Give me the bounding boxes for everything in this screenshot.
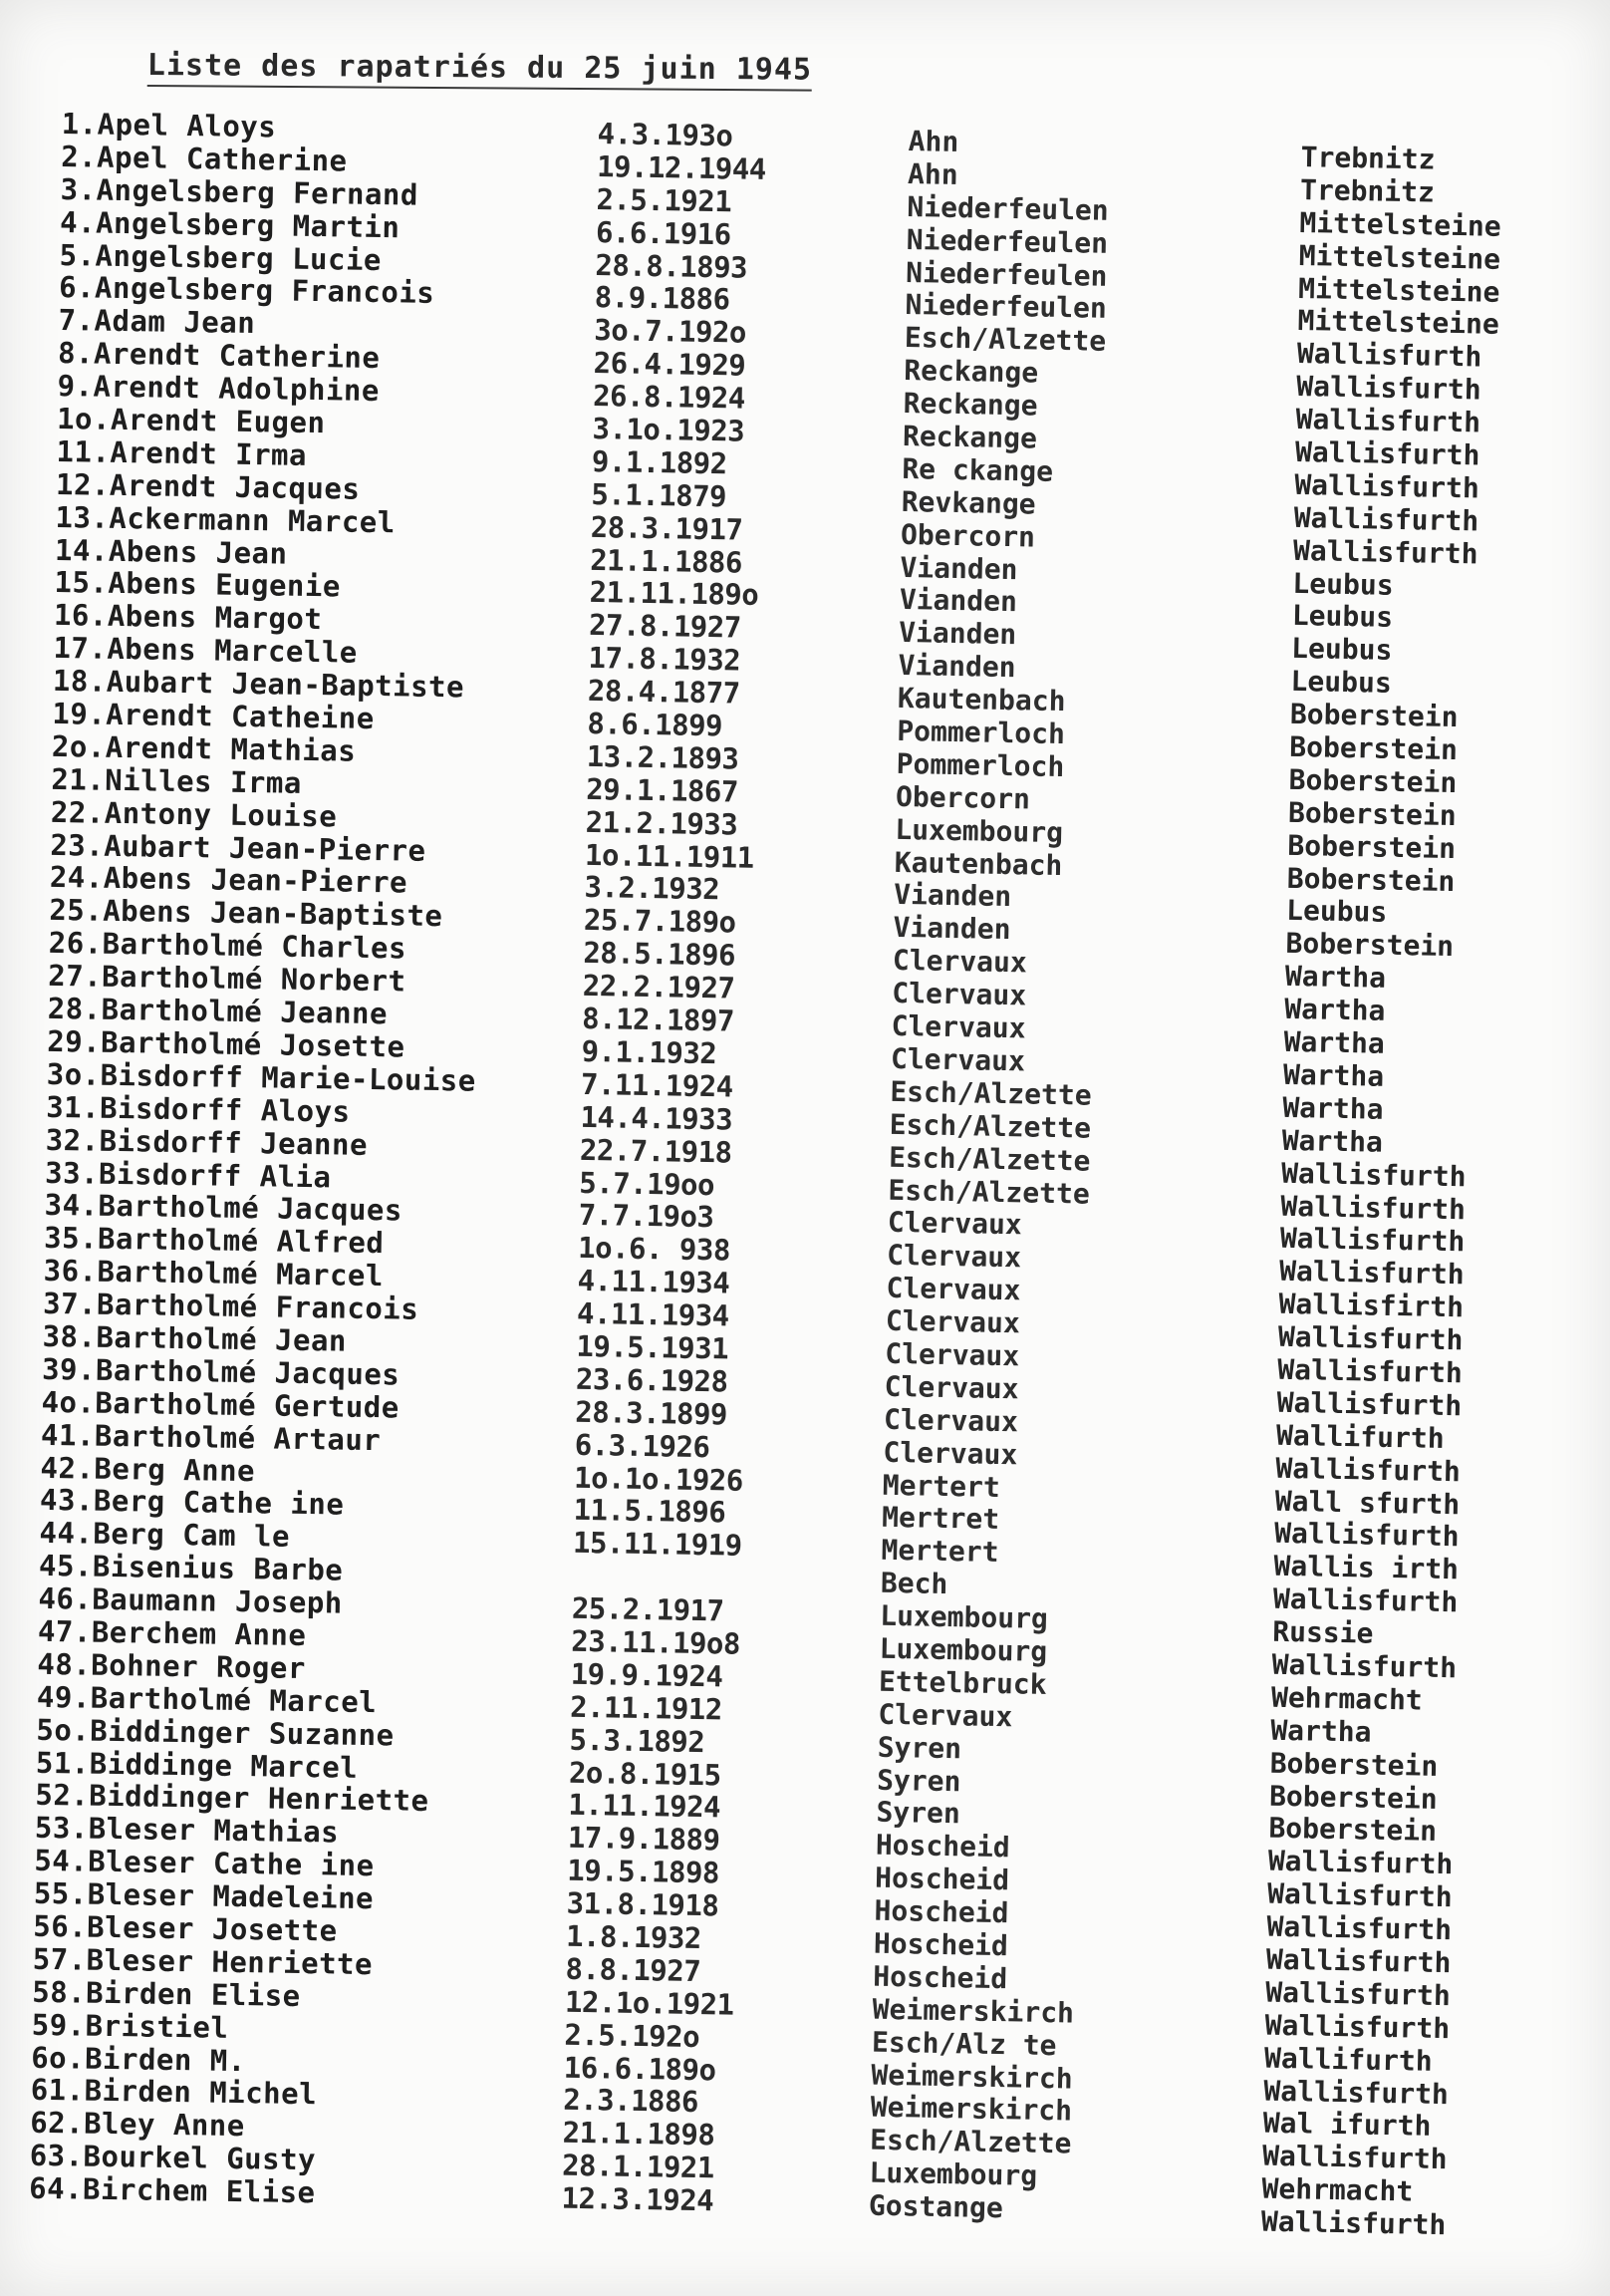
entry-camp: Wallisfurth	[1263, 2074, 1450, 2111]
entry-place: Reckange	[902, 419, 1038, 455]
entry-name: 18.Aubart Jean-Baptiste	[52, 664, 465, 705]
entry-camp: Wallisfurth	[1272, 1581, 1459, 1619]
entry-place: Re ckange	[902, 451, 1054, 488]
entry-place: Luxembourg	[869, 2155, 1038, 2193]
entry-camp: Mittelsteine	[1298, 238, 1501, 276]
entry-camp: Wallisfurth	[1280, 1189, 1467, 1226]
entry-name: 44.Berg Cam le	[39, 1516, 291, 1555]
entry-name: 21.Nilles Irma	[51, 761, 303, 800]
entry-place: Hoscheid	[873, 1926, 1009, 1963]
entry-camp: Wartha	[1282, 1057, 1385, 1093]
entry-birth-date: 19.9.1924	[570, 1656, 723, 1694]
entry-birth-date: 1o.11.1911	[584, 837, 754, 875]
entry-birth-date: 17.9.1889	[567, 1821, 720, 1858]
entry-place: Clervaux	[886, 1271, 1021, 1307]
entry-birth-date: 12.3.1924	[561, 2180, 714, 2218]
entry-camp: Boberstein	[1289, 729, 1459, 767]
entry-place: Esch/Alzette	[904, 321, 1107, 359]
entry-camp: Wallisfurth	[1280, 1156, 1467, 1193]
entry-camp: Wallis irth	[1273, 1550, 1460, 1586]
entry-camp: Wehrmacht	[1270, 1680, 1424, 1717]
entry-birth-date: 4.11.1934	[576, 1295, 729, 1333]
entry-birth-date: 12.1o.1921	[564, 1984, 734, 2022]
entry-name: 34.Bartholmé Jacques	[44, 1188, 403, 1228]
entry-camp: Mittelsteine	[1299, 205, 1502, 243]
entry-place: Vianden	[898, 616, 1017, 652]
entry-place: Reckange	[903, 354, 1039, 390]
entry-camp: Wallisfurth	[1295, 370, 1482, 407]
entry-birth-date: 28.3.1899	[575, 1394, 728, 1432]
entry-place: Clervaux	[883, 1402, 1019, 1439]
entry-name: 16.Abens Margot	[53, 598, 323, 637]
entry-camp: Mittelsteine	[1297, 271, 1500, 309]
places-column	[869, 126, 1111, 2226]
entry-name: 62.Bley Anne	[29, 2106, 245, 2144]
entry-camp: Boberstein	[1288, 762, 1458, 800]
entry-name: 52.Biddinger Henriette	[35, 1778, 429, 1819]
entry-place: Clervaux	[883, 1435, 1018, 1471]
entry-name: 2o.Arendt Mathias	[51, 728, 357, 768]
entry-name: 23.Aubart Jean-Pierre	[50, 827, 426, 868]
entry-camp: Wallifurth	[1263, 2041, 1433, 2078]
entry-camp: Wallisfurth	[1266, 1876, 1453, 1914]
entry-name: 57.Bleser Henriette	[32, 1941, 374, 1982]
entry-birth-date: 2o.8.1915	[568, 1755, 721, 1792]
entry-name: 51.Biddinge Marcel	[35, 1745, 359, 1785]
entry-place: Mertert	[881, 1534, 999, 1570]
entry-birth-date: 28.4.1877	[587, 674, 740, 711]
entry-name: 36.Bartholmé Marcel	[43, 1254, 385, 1293]
entry-place: Vianden	[898, 649, 1016, 685]
entry-place: Vianden	[899, 583, 1018, 619]
entry-birth-date: 4.3.193o	[597, 117, 733, 153]
entry-name: 41.Bartholmé Artaur	[40, 1417, 382, 1457]
entry-birth-date: 1.8.1932	[565, 1918, 702, 1956]
entry-place: Ettelbruck	[878, 1664, 1047, 1701]
entry-camp: Wal ifurth	[1262, 2107, 1432, 2144]
entry-camp: Boberstein	[1268, 1812, 1438, 1849]
entry-camp: Wallisfurth	[1276, 1385, 1463, 1423]
entry-name: 43.Berg Cathe ine	[39, 1483, 345, 1523]
entry-name: 42.Berg Anne	[40, 1450, 256, 1488]
entry-place: Esch/Alzette	[888, 1173, 1091, 1211]
entry-camp: Leubus	[1292, 566, 1394, 602]
entry-camp: Boberstein	[1289, 698, 1459, 734]
entry-birth-date: 28.5.1896	[583, 936, 736, 973]
entry-place: Syren	[876, 1763, 961, 1798]
entry-camp: Leubus	[1290, 665, 1393, 701]
entry-place: Clervaux	[884, 1369, 1019, 1406]
entry-name: 64.Birchem Elise	[28, 2170, 316, 2210]
entry-name: 13.Ackermann Marcel	[55, 499, 397, 539]
entry-name: 5o.Biddinger Suzanne	[36, 1712, 395, 1753]
entry-camp: Wartha	[1283, 1024, 1386, 1060]
entry-camp: Mittelsteine	[1297, 304, 1500, 342]
entry-birth-date: 23.11.19o8	[571, 1623, 741, 1661]
entry-camp: Boberstein	[1286, 861, 1456, 898]
entry-place: Esch/Alzette	[889, 1107, 1092, 1145]
entry-camp: Leubus	[1291, 599, 1394, 635]
entry-camp: Boberstein	[1287, 795, 1457, 832]
entry-place: Obercorn	[895, 779, 1031, 816]
entry-place: Kautenbach	[897, 682, 1066, 718]
entry-birth-date: 19.5.1931	[576, 1328, 729, 1366]
entry-place: Mertert	[882, 1468, 1001, 1504]
entry-name: 11.Arendt Irma	[56, 433, 308, 472]
entry-camp: Boberstein	[1287, 828, 1457, 865]
entry-birth-date: 21.1.1898	[562, 2116, 715, 2152]
entry-camp: Wallisfurth	[1294, 467, 1480, 505]
entry-birth-date: 8.12.1897	[581, 1001, 735, 1038]
entry-place: Ahn	[907, 156, 958, 191]
entry-birth-date: 21.2.1933	[585, 804, 738, 842]
entry-place: Mertret	[881, 1501, 1000, 1537]
entry-name: 8.Arendt Catherine	[57, 336, 381, 376]
entry-camp: Wartha	[1283, 992, 1386, 1027]
entry-place: Weimerskirch	[871, 2058, 1074, 2096]
entry-place: Syren	[876, 1796, 961, 1831]
entry-name: 9.Arendt Adolphine	[57, 369, 381, 409]
entry-birth-date: 22.7.1918	[579, 1132, 732, 1170]
entry-place: Clervaux	[887, 1206, 1023, 1242]
entry-birth-date	[572, 1560, 741, 1595]
entry-place: Clervaux	[892, 944, 1028, 980]
entry-birth-date: 21.11.189o	[589, 575, 759, 613]
entry-place: Syren	[877, 1730, 962, 1765]
entry-name: 54.Bleser Cathe ine	[34, 1843, 375, 1883]
entry-name: 4.Angelsberg Martin	[59, 204, 401, 245]
entry-birth-date: 27.8.1927	[588, 608, 742, 645]
entry-birth-date: 5.1.1879	[591, 476, 727, 514]
entry-camp: Wallisfurth	[1265, 1975, 1452, 2013]
entry-name: 49.Bartholmé Marcel	[36, 1679, 378, 1719]
entry-place: Pommerloch	[897, 714, 1066, 751]
entry-camp: Wallifurth	[1275, 1418, 1445, 1455]
entry-name: 55.Bleser Madeleine	[33, 1875, 375, 1916]
entry-name: 1.Apel Aloys	[61, 107, 277, 144]
entry-camp: Wartha	[1284, 960, 1387, 996]
entry-name: 46.Baumann Joseph	[38, 1580, 344, 1620]
entry-camp: Wallisfurth	[1267, 1844, 1454, 1881]
birth-dates-column	[561, 118, 766, 2218]
entry-name: 1o.Arendt Eugen	[56, 401, 326, 440]
entry-birth-date: 3o.7.192o	[593, 313, 747, 350]
entry-camp: Wallisfurth	[1296, 337, 1482, 374]
entry-camp: Wartha	[1281, 1123, 1384, 1159]
entry-place: Luxembourg	[879, 1598, 1049, 1636]
entry-name: 29.Bartholmé Josette	[47, 1023, 405, 1064]
entry-name: 12.Arendt Jacques	[55, 466, 361, 506]
entry-place: Clervaux	[890, 1041, 1026, 1078]
entry-camp: Wartha	[1282, 1090, 1384, 1126]
entry-birth-date: 9.1.1932	[581, 1033, 717, 1071]
entry-place: Hoscheid	[874, 1861, 1010, 1897]
entry-camp: Wallisfurth	[1265, 1942, 1452, 1980]
entry-birth-date: 2.5.1921	[596, 181, 732, 219]
entry-place: Clervaux	[885, 1336, 1020, 1373]
entry-birth-date: 7.7.19o3	[578, 1198, 714, 1235]
entry-name: 17.Abens Marcelle	[53, 631, 359, 670]
entry-birth-date: 6.3.1926	[574, 1427, 710, 1464]
entry-camp: Wallisfurth	[1275, 1451, 1462, 1488]
entry-birth-date: 16.6.189o	[563, 2050, 716, 2087]
entry-name: 32.Bisdorff Jeanne	[45, 1122, 369, 1162]
entry-name: 4o.Bartholmé Gertude	[41, 1384, 401, 1425]
entry-place: Hoscheid	[873, 1959, 1008, 1996]
entry-place: Hoscheid	[875, 1828, 1011, 1865]
entry-birth-date: 5.7.19oo	[579, 1165, 715, 1202]
entry-birth-date: 11.5.1896	[573, 1493, 726, 1530]
entry-birth-date: 19.5.1898	[567, 1853, 720, 1890]
entry-birth-date: 8.6.1899	[587, 706, 723, 743]
entry-place: Clervaux	[885, 1303, 1021, 1340]
entry-name: 5.Angelsberg Lucie	[59, 237, 383, 277]
entry-place: Pommerloch	[896, 746, 1065, 784]
entry-camp: Wallisfurth	[1293, 500, 1479, 538]
entry-name: 33.Bisdorff Alia	[44, 1155, 332, 1194]
page-title: Liste des rapatriés du 25 juin 1945	[147, 48, 812, 92]
entry-birth-date: 28.1.1921	[561, 2148, 715, 2185]
entry-name: 47.Berchem Anne	[37, 1613, 307, 1653]
entry-birth-date: 8.9.1886	[594, 280, 730, 317]
entry-place: Esch/Alz te	[871, 2025, 1057, 2062]
entry-place: Vianden	[893, 878, 1012, 914]
entry-name: 28.Bartholmé Jeanne	[47, 991, 389, 1031]
entry-name: 48.Bohner Roger	[37, 1646, 307, 1685]
entry-name: 3o.Bisdorff Marie-Louise	[46, 1056, 477, 1098]
entry-birth-date: 26.4.1929	[593, 346, 746, 383]
entry-birth-date: 26.8.1924	[592, 379, 746, 416]
entry-place: Clervaux	[886, 1239, 1022, 1275]
entry-place: Weimerskirch	[872, 1992, 1075, 2030]
entry-birth-date: 28.8.1893	[595, 247, 748, 285]
entry-place: Niederfeulen	[907, 189, 1110, 227]
entry-name: 45.Bisenius Barbe	[38, 1549, 344, 1587]
entry-name: 14.Abens Jean	[54, 532, 288, 571]
entry-place: Ahn	[908, 125, 959, 158]
entry-birth-date: 9.1.1892	[591, 443, 727, 481]
entry-name: 26.Bartholmé Charles	[48, 926, 407, 966]
entry-birth-date: 23.6.1928	[575, 1361, 728, 1399]
entry-camp: Wallisfurth	[1278, 1255, 1465, 1292]
entry-birth-date: 1o.6. 938	[577, 1231, 731, 1268]
entry-name: 58.Birden Elise	[32, 1974, 301, 2013]
entry-camp: Wallisfurth	[1260, 2204, 1447, 2242]
entry-name: 56.Bleser Josette	[33, 1908, 338, 1948]
entry-birth-date: 25.2.1917	[571, 1590, 724, 1628]
entry-camp: Wallisfirth	[1278, 1287, 1465, 1324]
entry-camp: Wallisfurth	[1273, 1517, 1460, 1554]
entry-name: 27.Bartholmé Norbert	[48, 959, 406, 999]
entry-name: 53.Bleser Mathias	[34, 1811, 340, 1850]
entry-place: Weimerskirch	[870, 2091, 1073, 2128]
entry-place: Esch/Alzette	[869, 2123, 1072, 2160]
entry-birth-date: 8.8.1927	[565, 1951, 701, 1988]
entry-camp: Boberstein	[1268, 1779, 1438, 1816]
entry-name: 3.Angelsberg Fernand	[60, 171, 419, 212]
entry-name: 31.Bisdorff Aloys	[45, 1089, 351, 1129]
entry-camp: Wehrmacht	[1261, 2171, 1414, 2208]
entry-name: 6.Angelsberg Francois	[58, 270, 435, 311]
entry-birth-date: 1o.1o.1926	[573, 1460, 744, 1498]
entry-name: 39.Bartholmé Jacques	[41, 1351, 401, 1392]
entry-name: 59.Bristiel	[31, 2007, 229, 2045]
entry-birth-date: 29.1.1867	[585, 771, 739, 809]
entry-birth-date: 13.2.1893	[586, 738, 739, 776]
entry-place: Clervaux	[878, 1697, 1013, 1734]
entry-camp: Leubus	[1285, 894, 1388, 930]
entry-place: Luxembourg	[895, 812, 1064, 849]
entry-birth-date: 22.2.1927	[582, 969, 735, 1005]
entry-birth-date: 2.5.192o	[564, 2017, 700, 2054]
entry-birth-date: 2.11.1912	[569, 1689, 723, 1727]
entry-place: Luxembourg	[879, 1631, 1048, 1668]
entry-place: Kautenbach	[894, 845, 1063, 882]
entry-birth-date: 3.1o.1923	[592, 411, 745, 448]
entry-name: 6o.Birden M.	[31, 2040, 247, 2078]
entry-camp: Wallisfurth	[1271, 1647, 1458, 1685]
entry-camp: Wartha	[1270, 1713, 1372, 1749]
entry-camp: Wallisfurth	[1295, 403, 1481, 439]
entry-camp: Wallisfurth	[1277, 1352, 1464, 1390]
entry-name: 2.Apel Catherine	[60, 139, 348, 178]
entry-name: 61.Birden Michel	[30, 2073, 318, 2112]
entry-birth-date: 6.6.1916	[595, 214, 731, 252]
entry-camp: Trebnitz	[1299, 172, 1436, 209]
entry-camp: Wallisfurth	[1292, 533, 1478, 571]
entry-place: Hoscheid	[874, 1893, 1009, 1930]
entry-birth-date: 17.8.1932	[588, 641, 741, 678]
entry-birth-date: 19.12.1944	[596, 148, 767, 186]
entry-birth-date: 1.11.1924	[568, 1788, 721, 1825]
entry-birth-date: 3.2.1932	[584, 870, 720, 907]
entry-place: Revkange	[901, 484, 1036, 521]
entry-birth-date: 7.11.1924	[580, 1066, 733, 1104]
entry-place: Gostange	[868, 2188, 1004, 2225]
entry-name: 25.Abens Jean-Baptiste	[49, 893, 443, 934]
entry-birth-date: 4.11.1934	[577, 1263, 730, 1300]
entry-birth-date: 2.3.1886	[562, 2083, 699, 2120]
names-column	[29, 108, 491, 2212]
entry-camp: Wall sfurth	[1274, 1484, 1461, 1521]
entry-place: Esch/Alzette	[888, 1140, 1091, 1178]
entry-place: Clervaux	[891, 1008, 1026, 1045]
entry-birth-date: 14.4.1933	[580, 1099, 733, 1137]
entry-camp: Wallisfurth	[1264, 2008, 1451, 2045]
entry-camp: Wallisfurth	[1261, 2139, 1448, 2176]
entry-birth-date: 25.7.189o	[583, 903, 736, 940]
entry-name: 7.Adam Jean	[58, 303, 256, 341]
entry-camp: Trebnitz	[1300, 141, 1436, 176]
entry-name: 63.Bourkel Gusty	[29, 2138, 317, 2177]
camps-column	[1261, 142, 1503, 2242]
entry-birth-date: 15.11.1919	[572, 1526, 742, 1564]
entry-place: Esch/Alzette	[890, 1074, 1092, 1112]
entry-name: 19.Arendt Catheine	[52, 696, 375, 736]
entry-place: Clervaux	[891, 976, 1027, 1012]
entry-name: 15.Abens Eugenie	[54, 565, 342, 604]
entry-camp: Russie	[1271, 1614, 1374, 1650]
entry-name: 24.Abens Jean-Pierre	[49, 860, 408, 901]
entry-name: 37.Bartholmé Francois	[42, 1286, 419, 1326]
entry-camp: Wallisfurth	[1277, 1319, 1464, 1357]
entry-camp: Wallisfurth	[1294, 434, 1480, 472]
entry-name: 22.Antony Louise	[50, 794, 338, 834]
entry-place: Niederfeulen	[905, 288, 1108, 326]
entry-name: 38.Bartholmé Jean	[42, 1318, 348, 1358]
entry-place: Niederfeulen	[906, 222, 1109, 260]
entry-place: Vianden	[893, 911, 1011, 947]
entry-place: Niederfeulen	[905, 255, 1108, 293]
entry-camp: Boberstein	[1269, 1746, 1439, 1783]
entry-birth-date: 21.1.1886	[589, 542, 743, 580]
entry-place: Vianden	[900, 550, 1018, 586]
entry-place: Reckange	[903, 387, 1038, 423]
entry-birth-date: 28.3.1917	[590, 509, 743, 547]
entry-camp: Leubus	[1290, 632, 1393, 668]
entry-place: Obercorn	[900, 517, 1036, 554]
entry-place: Bech	[880, 1566, 948, 1601]
entry-birth-date: 5.3.1892	[569, 1722, 705, 1759]
entry-camp: Wallisfurth	[1266, 1909, 1453, 1947]
entry-birth-date: 31.8.1918	[566, 1885, 719, 1923]
entry-name: 35.Bartholmé Alfred	[43, 1221, 385, 1261]
entry-camp: Boberstein	[1285, 927, 1455, 964]
entry-camp: Wallisfurth	[1279, 1222, 1466, 1259]
